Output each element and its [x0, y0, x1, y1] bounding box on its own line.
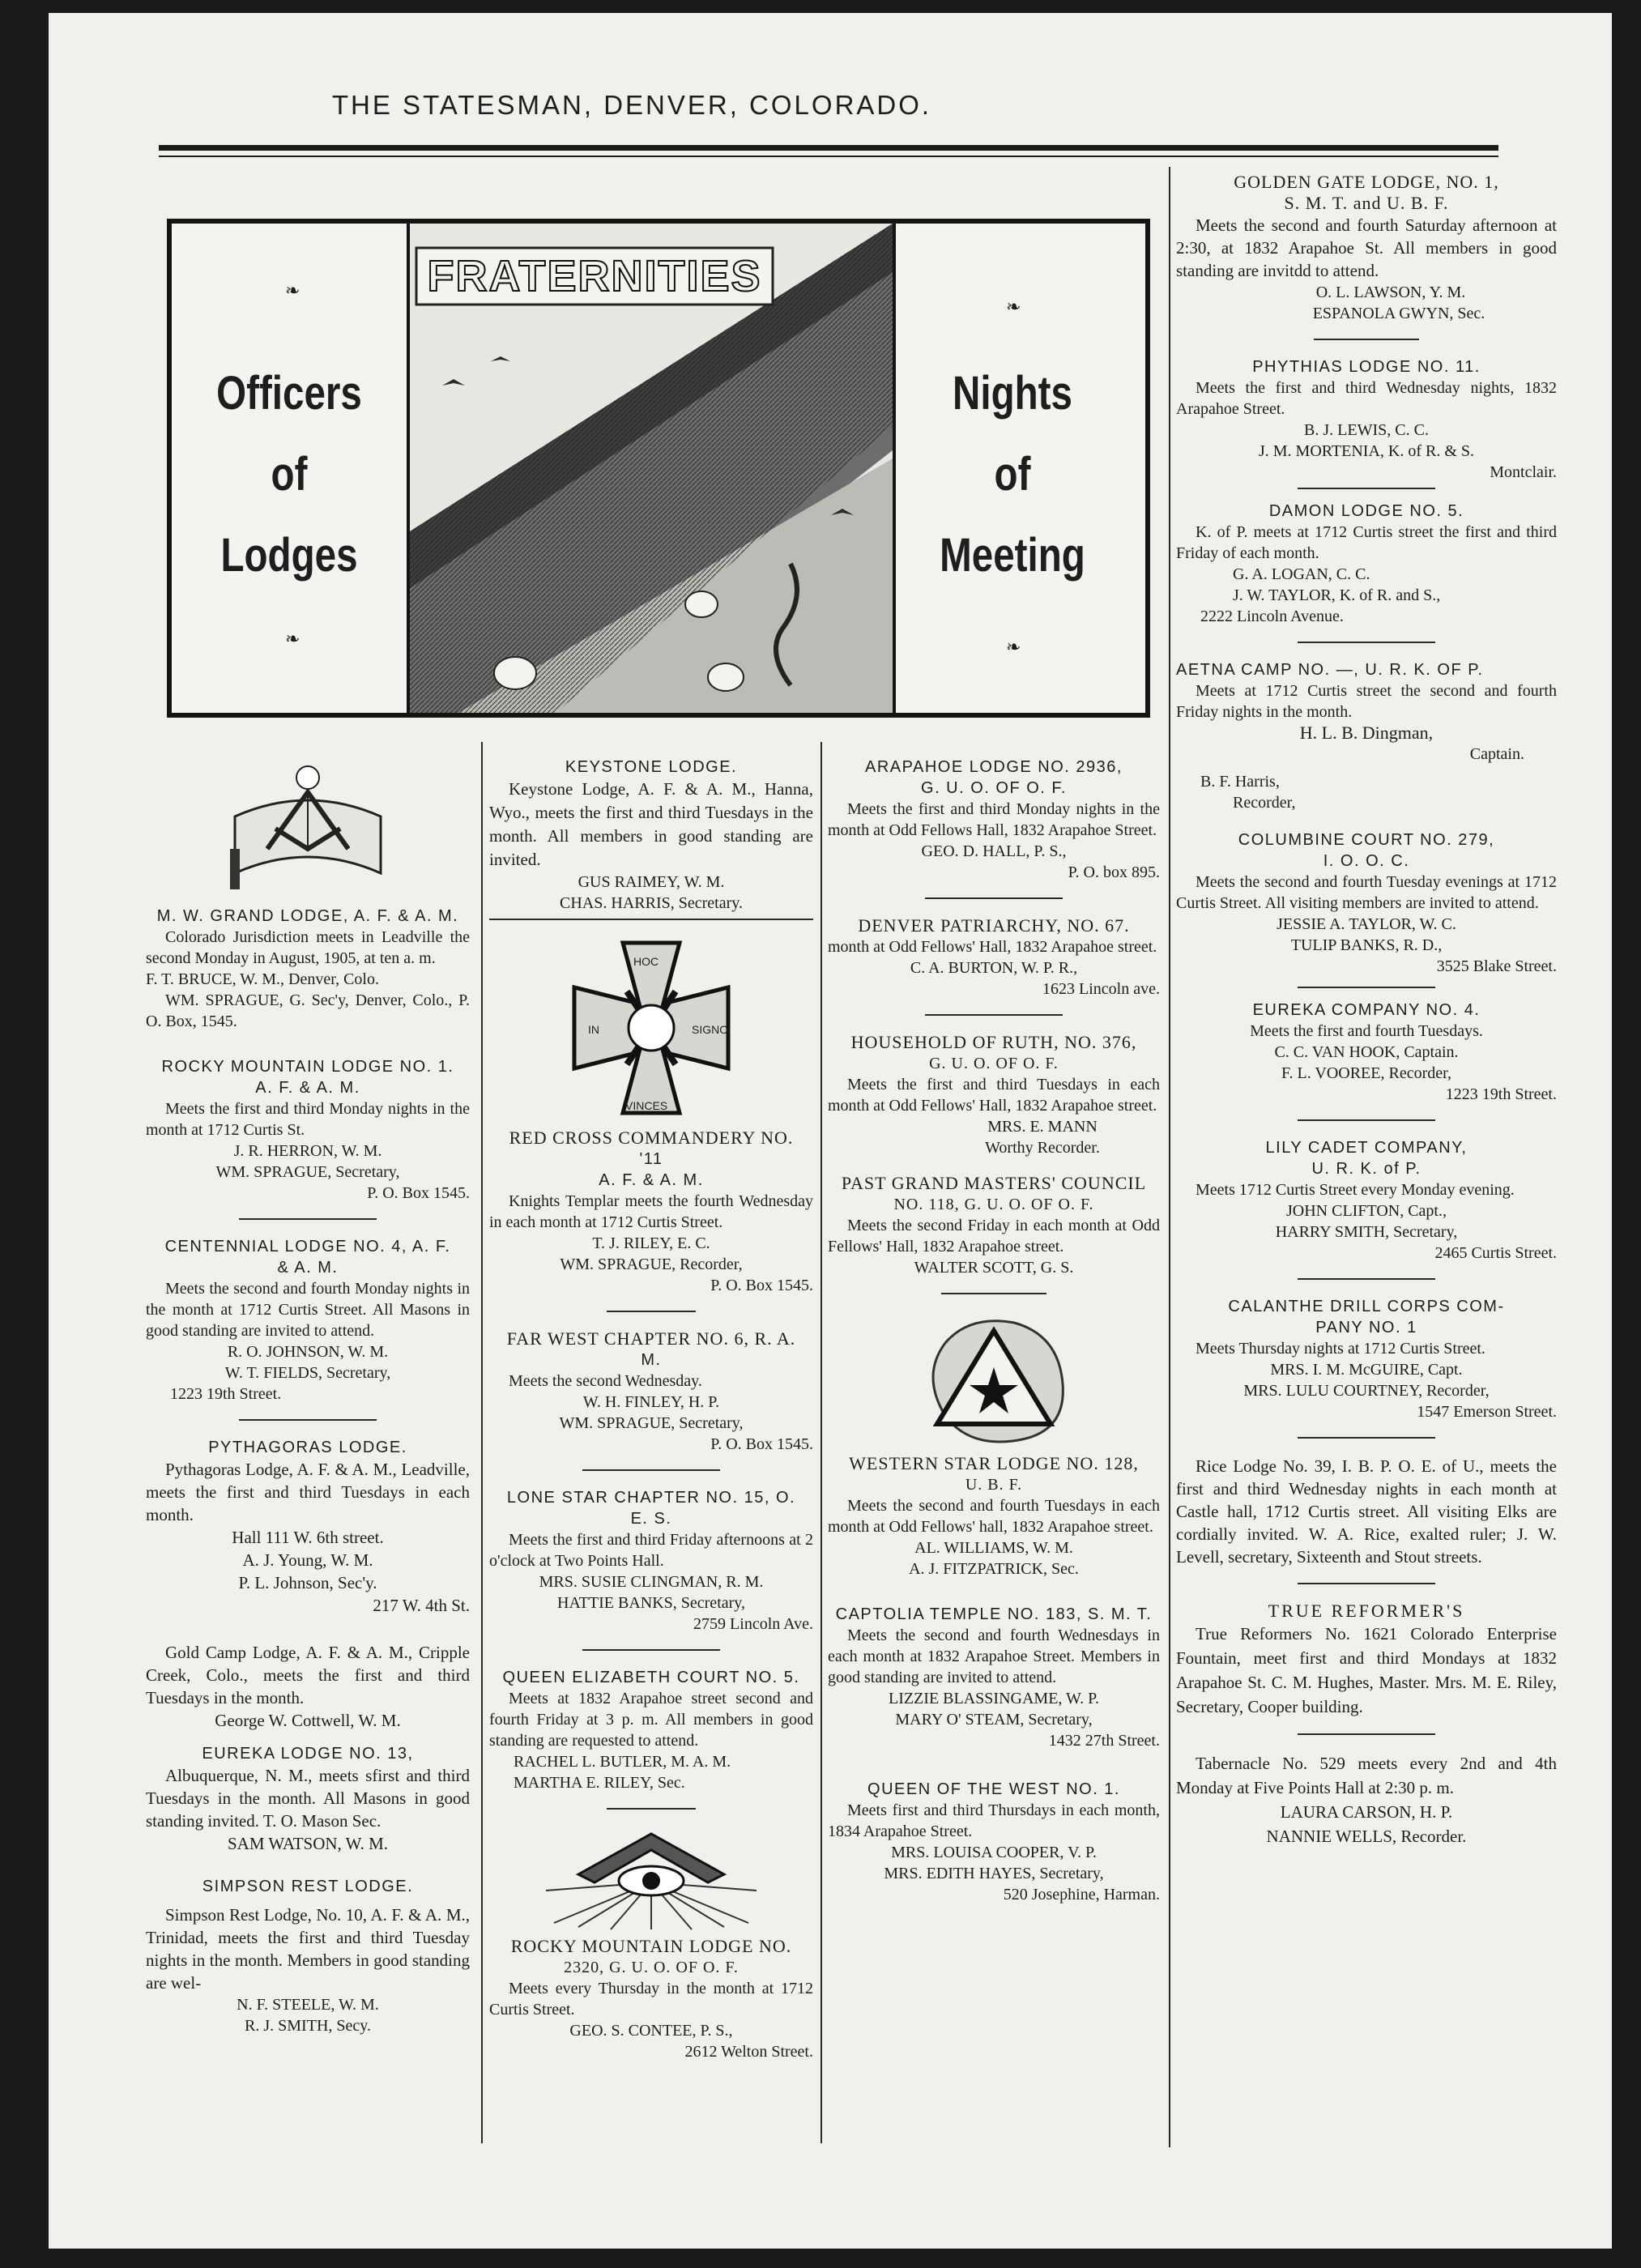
entry-signature: RACHEL L. BUTLER, M. A. M. [514, 1753, 731, 1771]
entry-body: Rice Lodge No. 39, I. B. P. O. E. of U., meets the first and third Wednesday nights in each month at Castle hall, 1712 Curtis street. All visiting Elks are cordially invited. W. A. Rice, exalted ruler; J. W. Levell, secretary, Sixteenth and Stout streets. [1176, 1456, 1557, 1567]
entry-signature: F. T. BRUCE, W. M., Denver, Colo. [146, 970, 379, 988]
ornament-icon: ❧ [1006, 637, 1021, 657]
separator [582, 1469, 720, 1471]
entry-heading: M. W. GRAND LODGE, A. F. & A. M. [156, 907, 459, 925]
entry-heading: ROCKY MOUNTAIN LODGE NO. 1. [161, 1058, 454, 1076]
separator [239, 1218, 377, 1220]
entry-heading: E. S. [630, 1510, 672, 1528]
ornament-icon: ❧ [285, 280, 300, 301]
entry-heading: CAPTOLIA TEMPLE NO. 183, S. M. T. [835, 1605, 1153, 1623]
entry-signature: J. W. TAYLOR, K. of R. and S., [1233, 586, 1441, 604]
fraternities-banner [167, 219, 1150, 718]
entry-heading: 2320, G. U. O. OF O. F. [564, 1959, 739, 1976]
entry-body: Meets the first and third Monday nights in the month at Odd Fellows Hall, 1832 Arapahoe Street. [828, 800, 1160, 839]
entry-signature: WALTER SCOTT, G. S. [914, 1259, 1074, 1277]
entry-heading: SIMPSON REST LODGE. [202, 1878, 414, 1895]
separator [941, 1293, 1046, 1294]
entry-body: Meets the first and third Tuesdays in each month at Odd Fellows' Hall, 1832 Arapahoe street. [828, 1076, 1160, 1115]
entry-signature: WM. SPRAGUE, Recorder, [560, 1256, 743, 1273]
entry-signature: MARY O' STEAM, Secretary, [895, 1711, 1093, 1729]
entry-signature: MRS. E. MANN [987, 1118, 1098, 1136]
star-triangle-emblem [921, 1311, 1067, 1448]
entry-heading: I. O. O. C. [1323, 852, 1410, 870]
ornament-icon: ❧ [285, 629, 300, 649]
entry-heading: QUEEN OF THE WEST NO. 1. [867, 1780, 1120, 1798]
entry-body: Meets the second and fourth Wednesdays in each month at 1832 Arapahoe Street. Members in good standing are invited to attend. [828, 1626, 1160, 1686]
entry-signature: LIZZIE BLASSINGAME, W. P. [888, 1690, 1099, 1707]
entry-signature: SAM WATSON, W. M. [228, 1834, 388, 1853]
entry-signature: P. O. Box 1545. [710, 1277, 813, 1294]
entry-signature: C. C. VAN HOOK, Captain. [1274, 1043, 1459, 1061]
entry-body: Colorado Jurisdiction meets in Leadville the second Monday in August, 1905, at ten a. m. [146, 928, 470, 967]
entry-heading: DENVER PATRIARCHY, NO. 67. [858, 915, 1130, 936]
entry-signature: MRS. SUSIE CLINGMAN, R. M. [539, 1573, 764, 1591]
eye-icon [546, 1826, 757, 1931]
head-rule-thin [159, 156, 1498, 157]
entry-signature: P. O. Box 1545. [367, 1184, 470, 1202]
entry-signature: O. L. LAWSON, Y. M. [1315, 284, 1466, 301]
entry-signature: R. O. JOHNSON, W. M. [227, 1343, 389, 1361]
entry-signature: G. A. LOGAN, C. C. [1233, 565, 1370, 583]
banner-right-text [911, 353, 1113, 596]
entry-signature: 2759 Lincoln Ave. [693, 1615, 813, 1633]
separator [1298, 1583, 1435, 1584]
entry-signature: WM. SPRAGUE, Secretary, [559, 1414, 744, 1432]
entry-body: True Reformers No. 1621 Colorado Enterprise Fountain, meet first and third Mondays at 1832 Arapahoe St. C. M. Hughes, Master. Mrs. M. E. Riley, Secretary, Cooper building. [1176, 1624, 1557, 1716]
entry-body: Knights Templar meets the fourth Wednesday in each month at 1712 Curtis Street. [489, 1192, 813, 1231]
entry-heading: PHYTHIAS LODGE NO. 11. [1252, 358, 1481, 376]
entry-heading: QUEEN ELIZABETH COURT NO. 5. [502, 1669, 800, 1686]
entry-heading: FAR WEST CHAPTER NO. 6, R. A. [506, 1328, 796, 1349]
entry-signature: 1432 27th Street. [1048, 1732, 1160, 1750]
entry-body: month at Odd Fellows' Hall, 1832 Arapahoe street. [828, 938, 1157, 956]
entry-signature: N. F. STEELE, W. M. [237, 1996, 379, 2014]
separator [1298, 488, 1435, 489]
entry-signature: HARRY SMITH, Secretary, [1275, 1223, 1458, 1241]
entry-body: Meets the first and third Friday afternoons at 2 o'clock at Two Points Hall. [489, 1531, 813, 1570]
emblem-text: SIGNO [692, 1023, 729, 1036]
entry-signature: JESSIE A. TAYLOR, W. C. [1277, 915, 1456, 933]
entry-signature: MRS. I. M. McGUIRE, Capt. [1270, 1361, 1463, 1379]
entry-signature: MRS. LOUISA COOPER, V. P. [891, 1844, 1097, 1861]
entry-body: Gold Camp Lodge, A. F. & A. M., Cripple Creek, Colo., meets the first and third Tuesdays in the month. [146, 1643, 470, 1707]
fraternities-illustration [407, 224, 896, 713]
entry-heading: RED CROSS COMMANDERY NO. [509, 1128, 794, 1148]
column-4 [1176, 172, 1557, 1848]
entry-heading: S. M. T. and U. B. F. [1284, 193, 1449, 213]
separator [607, 1808, 696, 1810]
entry-heading: TRUE REFORMER'S [1268, 1601, 1465, 1621]
banner-left-line: Lodges [220, 529, 358, 582]
entry-heading: EUREKA LODGE NO. 13, [202, 1745, 414, 1763]
entry-body: Meets the first and third Wednesday nights, 1832 Arapahoe Street. [1176, 379, 1557, 418]
entry-signature: 2465 Curtis Street. [1434, 1244, 1557, 1262]
entry-signature: P. L. Johnson, Sec'y. [238, 1573, 377, 1592]
entry-body: Pythagoras Lodge, A. F. & A. M., Leadville, meets the first and third Tuesdays in each month. [146, 1460, 470, 1524]
entry-signature: TULIP BANKS, R. D., [1290, 936, 1443, 954]
entry-signature: AL. WILLIAMS, W. M. [914, 1539, 1073, 1557]
banner-right-line: Nights [953, 367, 1072, 420]
ornament-icon: ❧ [1006, 296, 1021, 317]
entry-signature: 3525 Blake Street. [1436, 957, 1557, 975]
entry-signature: MRS. EDITH HAYES, Secretary, [884, 1865, 1104, 1882]
entry-body: Meets 1712 Curtis Street every Monday evening. [1196, 1181, 1515, 1199]
entry-signature: W. T. FIELDS, Secretary, [224, 1364, 391, 1382]
entry-signature: 2612 Welton Street. [684, 2043, 813, 2061]
entry-signature: F. L. VOOREE, Recorder, [1281, 1064, 1451, 1082]
entry-heading: A. F. & A. M. [255, 1079, 360, 1097]
all-seeing-eye-emblem [546, 1826, 757, 1931]
entry-signature: A. J. Young, W. M. [242, 1550, 373, 1570]
entry-body: Meets the second and fourth Tuesdays in each month at Odd Fellows' hall, 1832 Arapahoe street. [828, 1497, 1160, 1536]
entry-body: Meets the second Wednesday. [509, 1372, 702, 1390]
entry-body: Meets at 1712 Curtis street the second and fourth Friday nights in the month. [1176, 682, 1557, 721]
entry-signature: H. L. B. Dingman, [1299, 723, 1434, 743]
banner-right-line: Meeting [940, 529, 1085, 582]
emblem-text: IN [588, 1023, 599, 1036]
entry-heading: PANY NO. 1 [1315, 1319, 1417, 1336]
entry-signature: JOHN CLIFTON, Capt., [1286, 1202, 1447, 1220]
entry-heading: U. B. F. [965, 1476, 1023, 1494]
entry-body: Meets the second Friday in each month at Odd Fellows' Hall, 1832 Arapahoe street. [828, 1217, 1160, 1256]
entry-body: Meets the second and fourth Tuesday evenings at 1712 Curtis Street. All visiting members are invited to attend. [1176, 873, 1557, 912]
entry-heading: EUREKA COMPANY NO. 4. [1252, 1001, 1481, 1019]
entry-signature: B. F. Harris, [1200, 773, 1280, 791]
entry-heading: NO. 118, G. U. O. OF O. F. [893, 1196, 1094, 1213]
entry-signature: GUS RAIMEY, W. M. [578, 873, 725, 891]
entry-signature: HATTIE BANKS, Secretary, [557, 1594, 745, 1612]
entry-signature: J. M. MORTENIA, K. of R. & S. [1258, 442, 1475, 460]
column-rule-2 [820, 742, 822, 2143]
entry-signature: 520 Josephine, Harman. [1003, 1886, 1160, 1904]
entry-body: Meets the second and fourth Monday nights in the month at 1712 Curtis Street. All Masons in good standing are invited to attend. [146, 1280, 470, 1340]
separator [1314, 339, 1419, 340]
separator [1298, 987, 1435, 988]
entry-signature: P. O. Box 1545. [710, 1435, 813, 1453]
separator [582, 1649, 720, 1651]
entry-heading: AETNA CAMP NO. —, U. R. K. OF P. [1176, 661, 1484, 679]
running-head: THE STATESMAN, DENVER, COLORADO. [331, 90, 932, 120]
entry-signature: A. J. FITZPATRICK, Sec. [909, 1560, 1079, 1578]
entry-body: Meets Thursday nights at 1712 Curtis Street. [1196, 1340, 1485, 1358]
entry-heading: CENTENNIAL LODGE NO. 4, A. F. [164, 1238, 451, 1256]
illustration-title: FRATERNITIES [427, 252, 762, 301]
separator [925, 1014, 1063, 1016]
entry-body: Albuquerque, N. M., meets sfirst and third Tuesdays in the month. All Masons in good standing invited. T. O. Mason Sec. [146, 1766, 470, 1831]
entry-signature: MRS. LULU COURTNEY, Recorder, [1243, 1382, 1490, 1400]
banner-left-text [193, 353, 386, 596]
entry-body: Meets first and third Thursdays in each month, 1834 Arapahoe Street. [828, 1801, 1160, 1840]
separator [239, 1419, 377, 1421]
column-3 [828, 757, 1160, 1905]
entry-signature: GEO. D. HALL, P. S., [921, 842, 1067, 860]
entry-signature: WM. SPRAGUE, G. Sec'y, Denver, Colo., P. O. Box, 1545. [146, 991, 470, 1030]
newspaper-page [49, 13, 1612, 2249]
entry-body: Meets the second and fourth Saturday afternoon at 2:30, at 1832 Arapahoe St. All members in good standing are invitdd to attend. [1176, 215, 1557, 280]
entry-signature: R. J. SMITH, Secy. [245, 2017, 371, 2035]
entry-body: Meets at 1832 Arapahoe street second and fourth Friday at 3 p. m. All members in good standing are requested to attend. [489, 1690, 813, 1750]
entry-heading: '11 [639, 1150, 663, 1168]
entry-signature: 1547 Emerson Street. [1417, 1403, 1557, 1421]
entry-heading: COLUMBINE COURT NO. 279, [1238, 831, 1495, 849]
entry-signature: Worthy Recorder. [985, 1139, 1100, 1157]
entry-signature: ESPANOLA GWYN, Sec. [1312, 305, 1485, 322]
entry-heading: HOUSEHOLD OF RUTH, NO. 376, [850, 1032, 1137, 1052]
entry-signature: CHAS. HARRIS, Secretary. [560, 894, 743, 912]
entry-heading: WESTERN STAR LODGE NO. 128, [849, 1453, 1139, 1473]
entry-signature: LAURA CARSON, H. P. [1280, 1802, 1453, 1822]
emblem-text: HOC [633, 955, 659, 968]
entry-heading: LILY CADET COMPANY, [1265, 1139, 1468, 1157]
entry-body: Keystone Lodge, A. F. & A. M., Hanna, Wyo., meets the first and third Tuesdays in the month. All members in good standing are invited. [489, 779, 813, 869]
entry-heading: M. [641, 1351, 662, 1369]
entry-signature: T. J. RILEY, E. C. [592, 1234, 710, 1252]
entry-body: K. of P. meets at 1712 Curtis street the first and third Friday of each month. [1176, 523, 1557, 562]
emblem-text: VINCES [625, 1099, 668, 1112]
entry-heading: PYTHAGORAS LODGE. [208, 1439, 407, 1456]
entry-signature: P. O. box 895. [1068, 863, 1160, 881]
head-rule [159, 145, 1498, 151]
entry-signature: 1223 19th Street. [170, 1385, 282, 1403]
column-1 [146, 742, 470, 2036]
entry-heading: CALANTHE DRILL CORPS COM- [1228, 1298, 1505, 1315]
entry-signature: J. R. HERRON, W. M. [233, 1142, 382, 1160]
banner-left-line: Officers [216, 367, 362, 420]
entry-signature: 1223 19th Street. [1445, 1085, 1557, 1103]
entry-signature: C. A. BURTON, W. P. R., [910, 959, 1078, 977]
banner-left-line: of [271, 448, 308, 501]
entry-heading: A. F. & A. M. [599, 1171, 704, 1189]
entry-heading: ARAPAHOE LODGE NO. 2936, [865, 758, 1123, 776]
entry-heading: LONE STAR CHAPTER NO. 15, O. [506, 1489, 796, 1507]
column-rule-main [1169, 167, 1170, 2147]
entry-signature: MARTHA E. RILEY, Sec. [514, 1774, 685, 1792]
separator [925, 897, 1063, 899]
entry-heading: U. R. K. of P. [1311, 1160, 1421, 1178]
masonic-emblem [219, 760, 397, 897]
entry-signature: George W. Cottwell, W. M. [215, 1711, 401, 1730]
entry-heading: & A. M. [277, 1259, 339, 1277]
entry-signature: B. J. LEWIS, C. C. [1304, 421, 1429, 439]
entry-heading: KEYSTONE LODGE. [565, 758, 738, 776]
entry-body: Meets the first and third Monday nights in the month at 1712 Curtis St. [146, 1100, 470, 1139]
separator [1298, 642, 1435, 643]
bible-square-compass-icon [219, 760, 397, 897]
entry-heading: DAMON LODGE NO. 5. [1268, 502, 1464, 520]
red-cross-emblem [562, 935, 740, 1121]
star-triangle-icon [921, 1311, 1067, 1448]
entry-heading: GOLDEN GATE LODGE, NO. 1, [1234, 172, 1499, 192]
separator [1298, 1119, 1435, 1121]
entry-signature: 1623 Lincoln ave. [1042, 980, 1160, 998]
entry-body: Simpson Rest Lodge, No. 10, A. F. & A. M., Trinidad, meets the first and third Tuesday nights in the month. Members in good standing are wel- [146, 1905, 470, 1993]
entry-signature: Recorder, [1233, 794, 1296, 812]
entry-heading: G. U. O. OF O. F. [921, 779, 1067, 797]
entry-heading: PAST GRAND MASTERS' COUNCIL [841, 1173, 1147, 1193]
entry-body: Meets the first and fourth Tuesdays. [1250, 1022, 1483, 1040]
column-rule-1 [481, 742, 483, 2143]
entry-signature: W. H. FINLEY, H. P. [582, 1393, 720, 1411]
separator [1298, 1733, 1435, 1735]
entry-signature: Montclair. [1490, 463, 1557, 481]
banner-right-line: of [994, 448, 1031, 501]
entry-signature: 2222 Lincoln Avenue. [1200, 608, 1344, 625]
entry-signature: Hall 111 W. 6th street. [232, 1528, 384, 1547]
separator [1298, 1278, 1435, 1280]
entry-signature: Captain. [1469, 745, 1524, 763]
separator [1298, 1437, 1435, 1439]
entry-signature: NANNIE WELLS, Recorder. [1266, 1827, 1467, 1846]
separator [607, 1311, 696, 1312]
entry-body: Meets every Thursday in the month at 1712 Curtis Street. [489, 1980, 813, 2019]
entry-heading: ROCKY MOUNTAIN LODGE NO. [510, 1936, 792, 1956]
entry-signature: GEO. S. CONTEE, P. S., [569, 2022, 733, 2040]
entry-signature: 217 W. 4th St. [373, 1596, 470, 1615]
entry-body: Tabernacle No. 529 meets every 2nd and 4th Monday at Five Points Hall at 2:30 p. m. [1176, 1754, 1557, 1797]
entry-signature: WM. SPRAGUE, Secretary, [215, 1163, 400, 1181]
entry-heading: G. U. O. OF O. F. [929, 1055, 1059, 1072]
column-2 [489, 757, 813, 2062]
